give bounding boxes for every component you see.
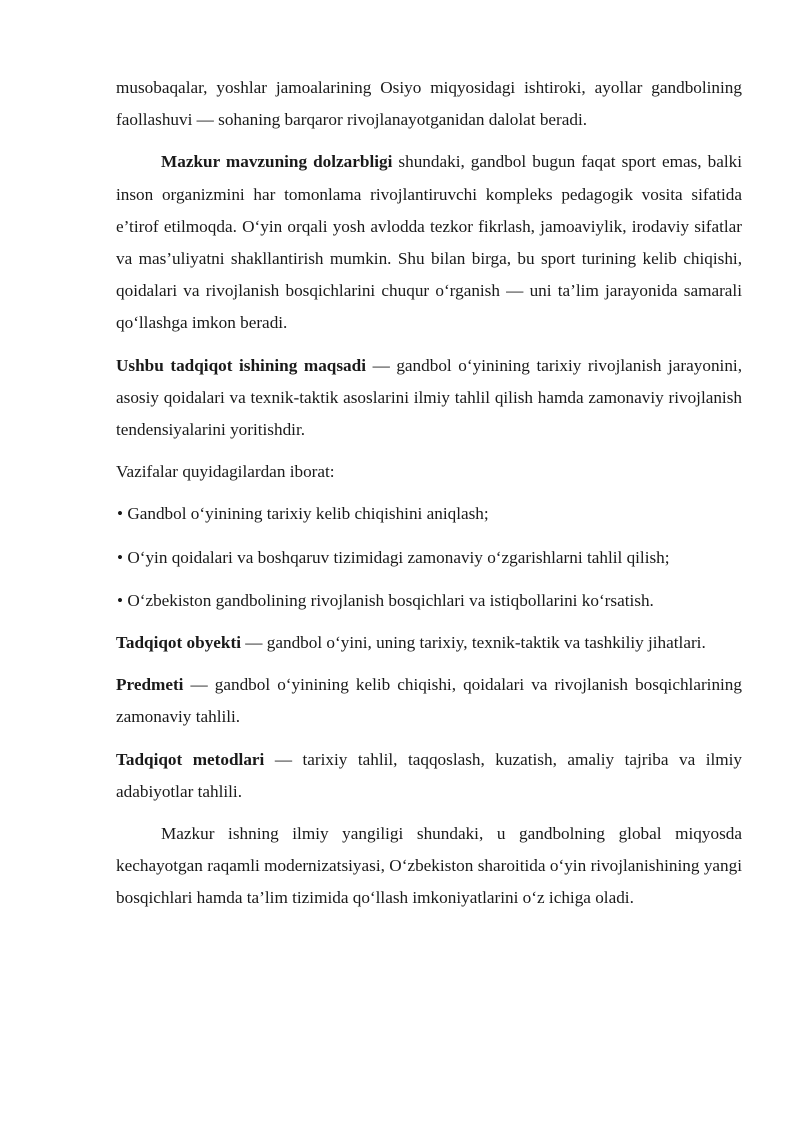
object-heading: Tadqiqot obyekti: [116, 633, 241, 653]
paragraph-intro-continuation: musobaqalar, yoshlar jamoalarining Osiyo miqyosidagi ishtiroki, ayollar gandbolining faollashuvi — sohaning barqaror rivojlanayotganidan dalolat beradi.: [116, 78, 742, 130]
paragraph-goal: [116, 350, 742, 447]
paragraph-relevance: [116, 146, 742, 339]
task-item: • O‘zbekiston gandbolining rivojlanish bosqichlari va istiqbollarini ko‘rsatish.: [117, 590, 654, 610]
task-item: • O‘yin qoidalari va boshqaruv tizimidagi zamonaviy o‘zgarishlarni tahlil qilish;: [117, 547, 670, 567]
document-page: [116, 72, 742, 915]
methods-heading: Tadqiqot metodlari: [116, 749, 265, 769]
goal-heading: Ushbu tadqiqot ishining maqsadi: [116, 355, 366, 375]
subject-text: — gandbol o‘yinining kelib chiqishi, qoidalari va rivojlanish bosqichlarining zamonaviy tahlili.: [116, 675, 742, 727]
task-item: • Gandbol o‘yinining tarixiy kelib chiqishini aniqlash;: [117, 504, 489, 524]
paragraph-object: [116, 627, 742, 659]
goal-text: — gandbol o‘yinining tarixiy rivojlanish jarayonini, asosiy qoidalari va texnik-taktik asoslarini ilmiy tahlil qilish hamda zamonaviy rivojlanish tendensiyalarini yoritishdir.: [116, 355, 742, 440]
subject-heading: Predmeti: [116, 675, 184, 695]
relevance-text: shundaki, gandbol bugun faqat sport emas, balki inson organizmini har tomonlama rivojlantiruvchi kompleks pedagogik vosita sifatida e’tirof etilmoqda. O‘yin orqali yosh avlodda tezkor fikrlash, jamoaviylik, irodaviy sifatlar va mas’uliyatni shakllantirish mumkin. Shu bilan birga, bu sport turining kelib chiqishi, qoidalari va rivojlanish bosqichlarini chuqur o‘rganish — uni ta’lim jarayonida samarali qo‘llashga imkon beradi.: [116, 152, 743, 333]
paragraph-methods: [116, 744, 742, 808]
tasks-intro: Vazifalar quyidagilardan iborat:: [116, 462, 335, 482]
methods-text: — tarixiy tahlil, taqqoslash, kuzatish, amaliy tajriba va ilmiy adabiyotlar tahlili.: [116, 749, 743, 801]
object-text: — gandbol o‘yini, uning tarixiy, texnik-taktik va tashkiliy jihatlari.: [240, 633, 706, 653]
relevance-heading: Mazkur mavzuning dolzarbligi: [161, 152, 393, 172]
paragraph-novelty: Mazkur ishning ilmiy yangiligi shundaki, u gandbolning global miqyosda kechayotgan raqamli modernizatsiyasi, O‘zbekiston sharoitida o‘yin rivojlanishining yangi bosqichlari hamda ta’lim tizimida qo‘llash imkoniyatlarini o‘z ichiga oladi.: [116, 824, 742, 908]
paragraph-subject: [116, 669, 742, 733]
task-list: [116, 498, 742, 617]
